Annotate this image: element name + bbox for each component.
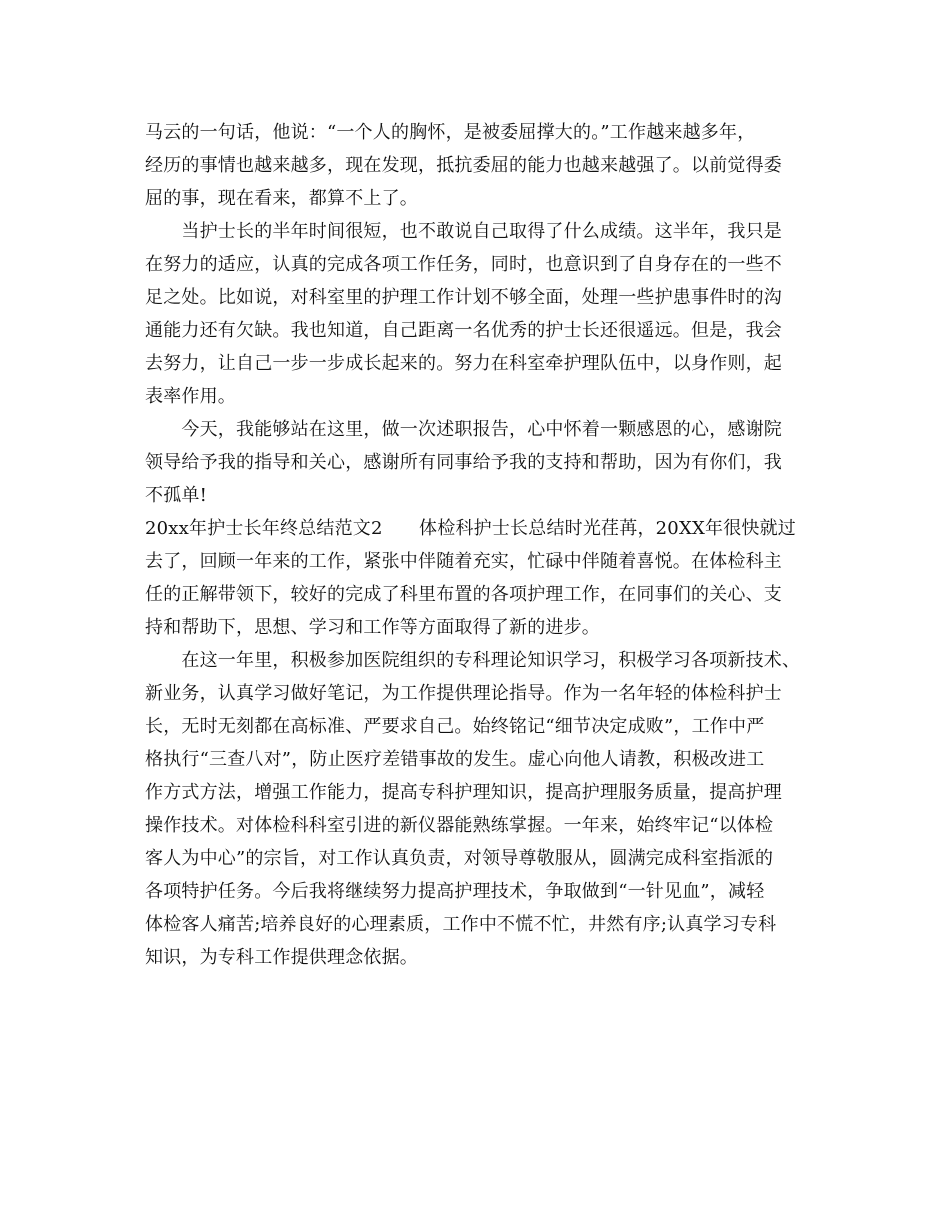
text-line: 作方式方法，增强工作能力，提高专科护理知识，提高护理服务质量，提高护理 [145,782,782,803]
text-line: 在这一年里，积极参加医院组织的专科理论知识学习，积极学习各项新技术、 [145,650,801,671]
text-line: 长，无时无刻都在高标准、严要求自己。始终铭记“细节决定成败”，工作中严 [145,716,765,737]
text-line: 通能力还有欠缺。我也知道，自己距离一名优秀的护士长还很遥远。但是，我会 [145,320,782,341]
text-line: 在努力的适应，认真的完成各项工作任务，同时，也意识到了自身存在的一些不 [145,254,782,275]
text-line: 各项特护任务。今后我将继续努力提高护理技术，争取做到“一针见血”，减轻 [145,881,765,902]
text-line: 今天，我能够站在这里，做一次述职报告，心中怀着一颗感恩的心，感谢院 [145,419,782,440]
document-body [145,116,810,974]
text-line: 体检客人痛苦;培养良好的心理素质，工作中不慌不忙，井然有序;认真学习专科 [145,914,777,935]
text-line: 任的正解带领下，较好的完成了科里布置的各项护理工作，在同事们的关心、支 [145,584,782,605]
text-line: 当护士长的半年时间很短，也不敢说自己取得了什么成绩。这半年，我只是 [145,221,782,242]
text-line: 不孤单! [145,485,208,506]
text-line: 新业务，认真学习做好笔记，为工作提供理论指导。作为一名年轻的体检科护士 [145,683,782,704]
text-line: 20xx年护士长年终总结范文2 体检科护士长总结时光荏苒，20XX年很快就过 [145,518,796,539]
text-line: 足之处。比如说，对科室里的护理工作计划不够全面，处理一些护患事件时的沟 [145,287,782,308]
text-line: 知识，为专科工作提供理念依据。 [145,947,418,968]
text-line: 表率作用。 [145,386,236,407]
text-line: 马云的一句话，他说：“一个人的胸怀，是被委屈撑大的。”工作越来越多年， [145,122,756,143]
text-line: 经历的事情也越来越多，现在发现，抵抗委屈的能力也越来越强了。以前觉得委 [145,155,782,176]
text-line: 持和帮助下，思想、学习和工作等方面取得了新的进步。 [145,617,600,638]
text-line: 格执行“三查八对”，防止医疗差错事故的发生。虚心向他人请教，积极改进工 [145,749,765,770]
text-line: 客人为中心”的宗旨，对工作认真负责，对领导尊敬服从，圆满完成科室指派的 [145,848,774,869]
text-line: 去了，回顾一年来的工作，紧张中伴随着充实，忙碌中伴随着喜悦。在体检科主 [145,551,782,572]
text-line: 操作技术。对体检科科室引进的新仪器能熟练掌握。一年来，始终牢记“以体检 [145,815,774,836]
text-line: 去努力，让自己一步一步成长起来的。努力在科室牵护理队伍中，以身作则，起 [145,353,782,374]
text-line: 领导给予我的指导和关心，感谢所有同事给予我的支持和帮助，因为有你们，我 [145,452,782,473]
text-line: 屈的事，现在看来，都算不上了。 [145,188,418,209]
